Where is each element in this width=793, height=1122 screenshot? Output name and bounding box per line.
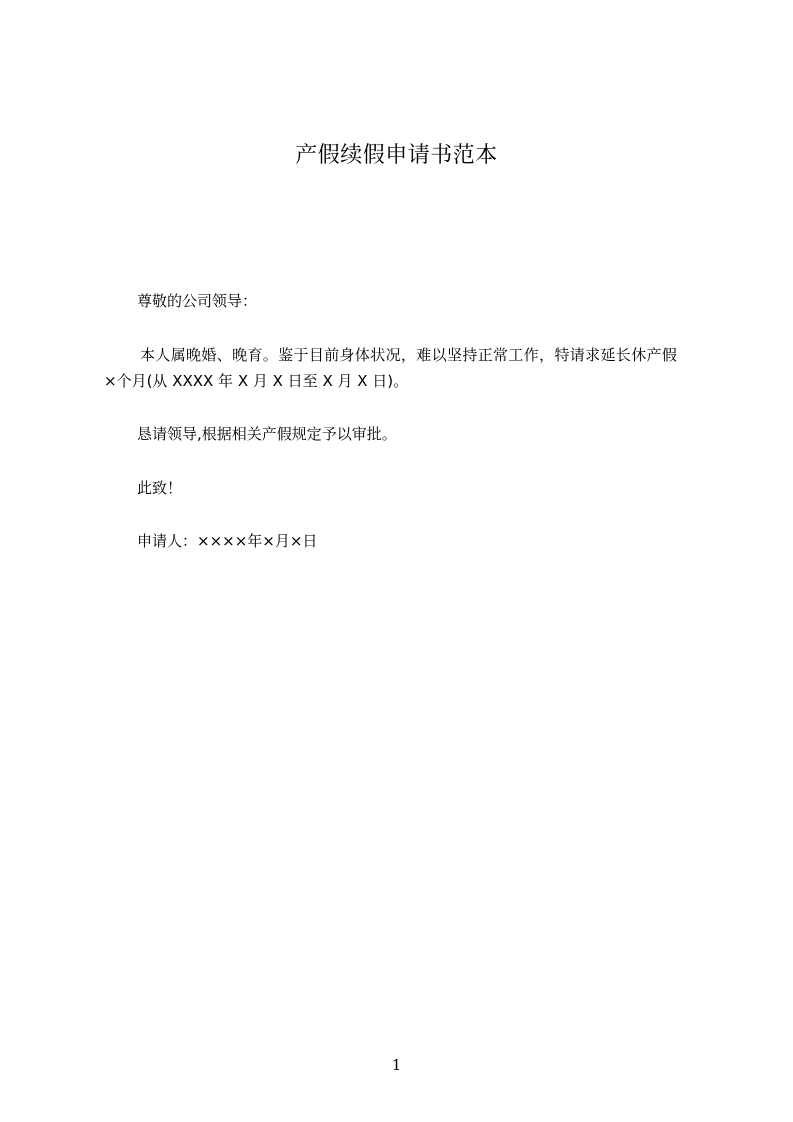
salutation: 尊敬的公司领导： bbox=[137, 292, 258, 310]
document-title: 产假续假申请书范本 bbox=[295, 143, 498, 168]
signature-line: 申请人：××××年×月×日 bbox=[137, 532, 318, 550]
body-paragraph-2: 恳请领导,根据相关产假规定予以审批。 bbox=[137, 425, 397, 443]
page-number: 1 bbox=[391, 1056, 402, 1074]
body-paragraph-1-line-2: ×个月(从 XXXX 年 X 月 X 日至 X 月 X 日)。 bbox=[104, 372, 409, 390]
closing: 此致！ bbox=[137, 479, 183, 497]
body-paragraph-1-line-1: 本人属晚婚、晚育。鉴于目前身体状况，难以坚持正常工作，特请求延长休产假 bbox=[140, 346, 678, 364]
